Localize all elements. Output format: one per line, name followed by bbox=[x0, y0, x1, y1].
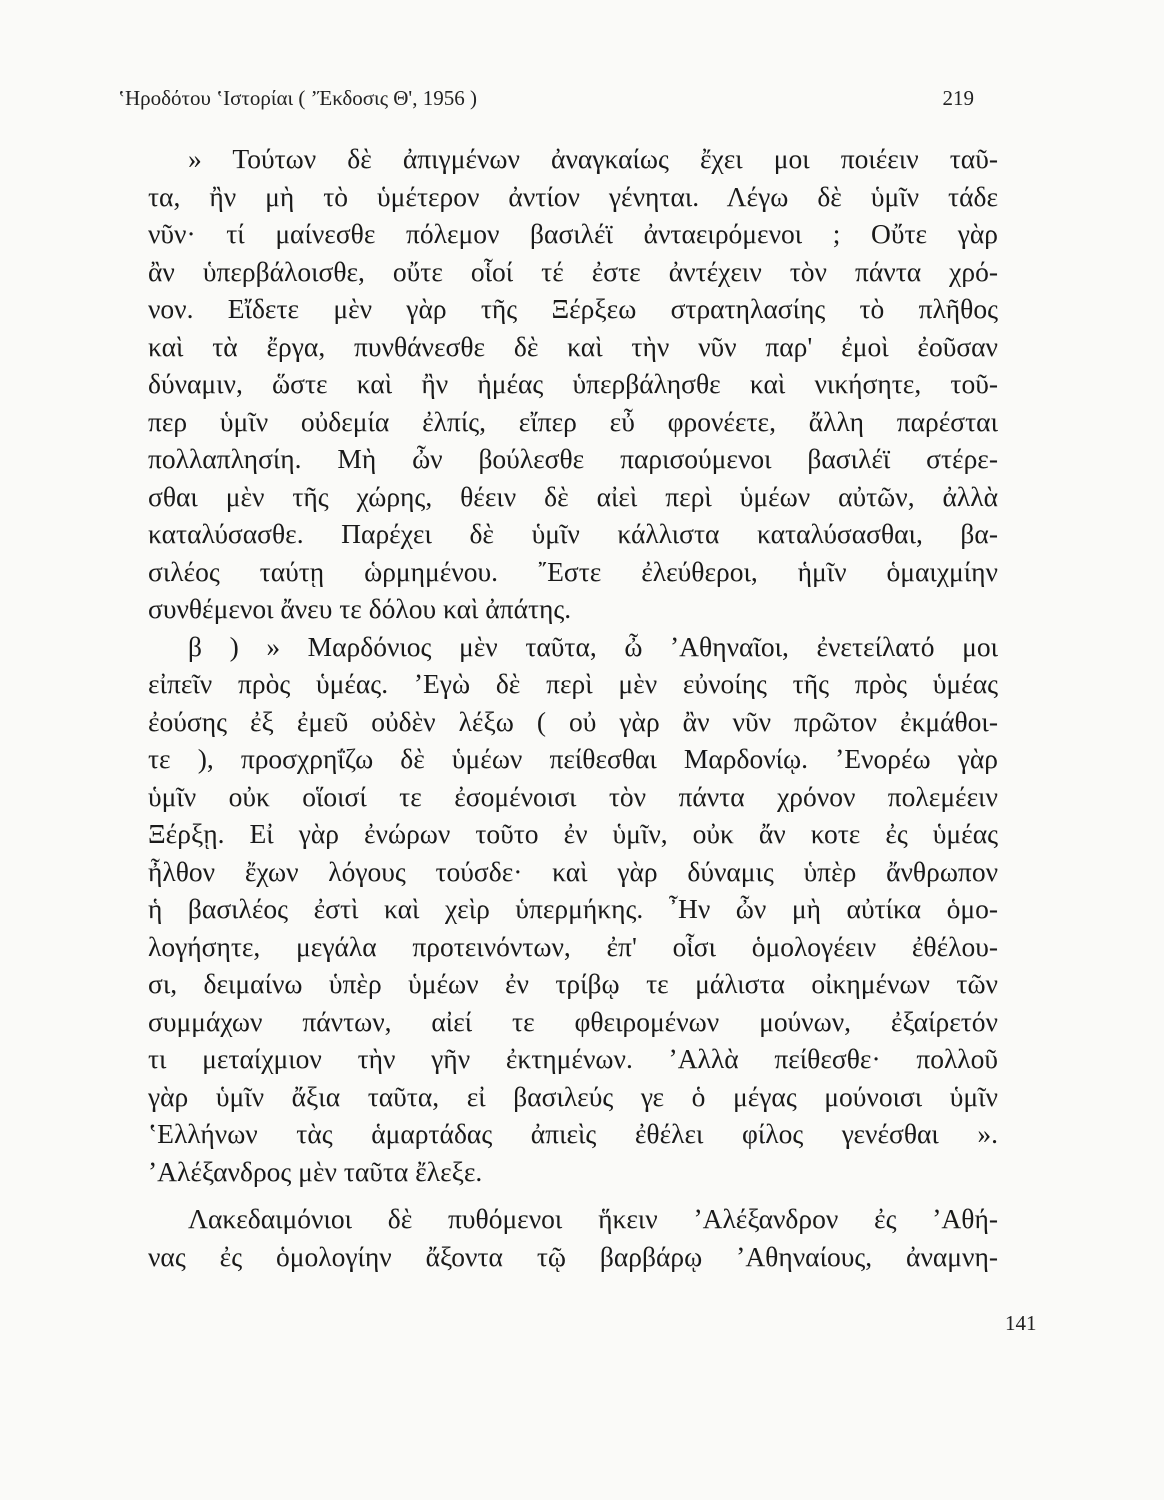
margin-section-number: 141 bbox=[1005, 1311, 1037, 1335]
text-line: ἐούσης ἐξ ἐμεῦ οὐδὲν λέξω ( οὐ γὰρ ἂν νῦν πρῶτον ἐκμάθοι- bbox=[148, 705, 998, 737]
text-line: ἦλθον ἔχων λόγους τούσδε· καὶ γὰρ δύναμις ὑπὲρ ἄνθρωπον bbox=[148, 855, 998, 887]
paragraph-3 bbox=[148, 1200, 998, 1275]
text-line: συμμάχων πάντων, αἰεί τε φθειρομένων μούνων, ἐξαίρετόν bbox=[148, 1005, 998, 1037]
paragraph-1 bbox=[148, 140, 998, 628]
text-line: ἡ βασιλέος ἐστὶ καὶ χεὶρ ὑπερμήκης. ῏Ην ὦν μὴ αὐτίκα ὁμο- bbox=[148, 893, 998, 924]
text-line: β ) » Μαρδόνιος μὲν ταῦτα, ὦ ʼΑθηναῖοι, ἐνετείλατό μοι bbox=[188, 630, 998, 662]
body-text bbox=[148, 140, 998, 1275]
text-line: λογήσητε, μεγάλα προτεινόντων, ἐπ' οἷσι ὁμολογέειν ἐθέλου- bbox=[148, 930, 998, 962]
text-line: ʼΑλέξανδρος μὲν ταῦτα ἔλεξε. bbox=[148, 1155, 483, 1187]
page-number: 219 bbox=[942, 86, 974, 110]
text-line: νας ἐς ὁμολογίην ἄξοντα τῷ βαρβάρῳ ʼΑθηναίους, ἀναμνη- bbox=[148, 1240, 998, 1272]
text-line: τε ), προσχρηΐζω δὲ ὑμέων πείθεσθαι Μαρδονίῳ. ʼΕνορέω γὰρ bbox=[148, 743, 998, 774]
text-line: ʽΕλλήνων τὰς ἁμαρτάδας ἀπιεὶς ἐθέλει φίλος γενέσθαι ». bbox=[148, 1118, 998, 1149]
text-line: περ ὑμῖν οὐδεμία ἐλπίς, εἴπερ εὖ φρονέετε, ἄλλη παρέσται bbox=[148, 405, 998, 437]
text-line: καὶ τὰ ἔργα, πυνθάνεσθε δὲ καὶ τὴν νῦν παρ' ἐμοὶ ἐοῦσαν bbox=[148, 330, 998, 362]
text-line: συνθέμενοι ἄνευ τε δόλου καὶ ἀπάτης. bbox=[148, 593, 572, 624]
text-line: δύναμιν, ὥστε καὶ ἢν ἡμέας ὑπερβάλησθε καὶ νικήσητε, τοῦ- bbox=[148, 368, 998, 399]
text-line: νον. Εἴδετε μὲν γὰρ τῆς Ξέρξεω στρατηλασίης τὸ πλῆθος bbox=[148, 293, 998, 324]
text-line: πολλαπλησίη. Μὴ ὦν βούλεσθε παρισούμενοι βασιλέϊ στέρε- bbox=[148, 443, 998, 474]
text-line: » Τούτων δὲ ἀπιγμένων ἀναγκαίως ἔχει μοι ποιέειν ταῦ- bbox=[188, 143, 998, 174]
header-title: ʽΗροδότου ʽΙστορίαι ( ʼΈκδοσις Θ', 1956 ) bbox=[118, 86, 477, 110]
text-line: σι, δειμαίνω ὑπὲρ ὑμέων ἐν τρίβῳ τε μάλιστα οἰκημένων τῶν bbox=[148, 968, 998, 999]
text-line: Λακεδαιμόνιοι δὲ πυθόμενοι ἥκειν ʼΑλέξανδρον ἐς ʼΑθή- bbox=[188, 1203, 998, 1234]
text-line: εἰπεῖν πρὸς ὑμέας. ʼΕγὼ δὲ περὶ μὲν εὐνοίης τῆς πρὸς ὑμέας bbox=[148, 668, 998, 699]
text-line: ἂν ὑπερβάλοισθε, οὔτε οἷοί τέ ἐστε ἀντέχειν τὸν πάντα χρό- bbox=[148, 255, 998, 287]
text-line: νῦν· τί μαίνεσθε πόλεμον βασιλέϊ ἀνταειρόμενοι ; Οὔτε γὰρ bbox=[148, 218, 998, 249]
running-header bbox=[118, 86, 988, 111]
text-line: ὑμῖν οὐκ οἵοισί τε ἐσομένοισι τὸν πάντα χρόνον πολεμέειν bbox=[148, 780, 998, 812]
paragraph-2 bbox=[148, 628, 998, 1191]
text-line: καταλύσασθε. Παρέχει δὲ ὑμῖν κάλλιστα καταλύσασθαι, βα- bbox=[148, 518, 998, 549]
text-line: γὰρ ὑμῖν ἄξια ταῦτα, εἰ βασιλεύς γε ὁ μέγας μούνοισι ὑμῖν bbox=[148, 1080, 998, 1112]
text-line: σιλέος ταύτῃ ὡρμημένου. ῎Εστε ἐλεύθεροι, ἡμῖν ὁμαιχμίην bbox=[148, 555, 998, 587]
text-line: Ξέρξῃ. Εἰ γὰρ ἐνώρων τοῦτο ἐν ὑμῖν, οὐκ ἄν κοτε ἐς ὑμέας bbox=[148, 818, 998, 849]
text-line: σθαι μὲν τῆς χώρης, θέειν δὲ αἰεὶ περὶ ὑμέων αὐτῶν, ἀλλὰ bbox=[148, 480, 998, 512]
text-line: τα, ἢν μὴ τὸ ὑμέτερον ἀντίον γένηται. Λέγω δὲ ὑμῖν τάδε bbox=[148, 180, 998, 212]
text-line: τι μεταίχμιον τὴν γῆν ἐκτημένων. ʼΑλλὰ πείθεσθε· πολλοῦ bbox=[148, 1043, 998, 1074]
